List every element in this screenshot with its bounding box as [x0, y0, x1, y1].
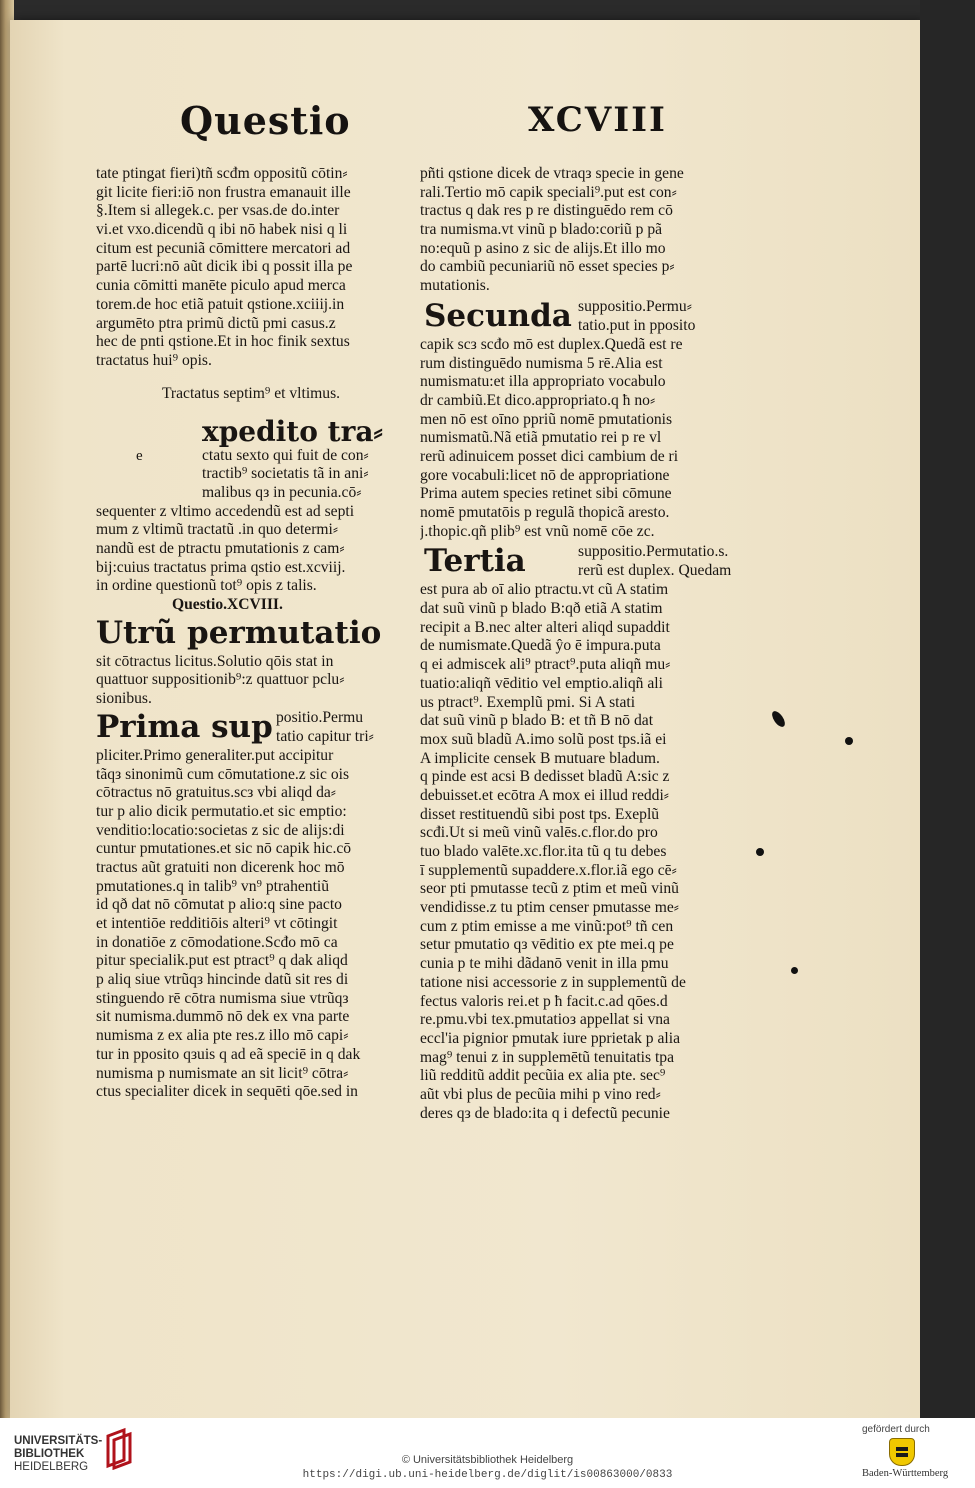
text-line: tractib⁹ societatis tã in ani⸗: [202, 465, 369, 483]
text-line: dat suũ vinũ p blado B: et tñ B nō dat: [420, 712, 654, 730]
text-line: malibus qз in pecunia.cō⸗: [202, 483, 362, 501]
text-line: sit numisma.dummō nō dek ex vna parte: [96, 1008, 350, 1026]
text-line: pitur specialik.put est ptract⁹ q dak aliqd: [96, 952, 348, 970]
text-line: tatione nisi accessorie z in supplementũ de: [420, 973, 686, 991]
text-line: git licite fieri:iō non frustra emanauit ille: [96, 183, 351, 201]
text-line: vendidisse.z tu ptim censer pmutasse me⸗: [420, 899, 679, 917]
text-line: tractatus hui⁹ opis.: [96, 351, 212, 369]
text-line: q ei admiscek ali⁹ ptract⁹.puta aliqñ mu⸗: [420, 656, 671, 674]
ink-speck: [845, 737, 853, 745]
text-line: stinguendo rē cōtra numisma siue vtrũqз: [96, 989, 349, 1007]
text-line: id qð dat nō cōmutat p alio:q sine pacto: [96, 896, 342, 914]
text-line: cōtractus nō gratuitus.scз vbi aliqd da⸗: [96, 784, 337, 802]
text-line: cum z ptim emisse a me vinũ:pot⁹ tñ cen: [420, 917, 674, 935]
text-line: numisma p numismate an sit licit⁹ cōtra⸗: [96, 1064, 349, 1082]
text-line: men nō est oīno ppriũ nomē pmutationis: [420, 410, 673, 428]
text-line: re.pmu.vbi tex.pmutatioз appellat si vna: [420, 1011, 670, 1029]
running-head-right: XCVIII: [528, 100, 667, 140]
text-line: positio.Permu: [276, 708, 364, 726]
text-line: sequenter z vltimo accedendũ est ad septi: [96, 502, 355, 520]
text-line: scđi.Ut si meũ vinũ valēs.c.flor.do pro: [420, 824, 658, 842]
text-line: gore vocabuli:licet nō de appropriatione: [420, 466, 670, 484]
text-line: mum z vltimũ tractatũ .in quo determi⸗: [96, 521, 339, 539]
text-line: cuntur pmutationes.et sic nō capik hic.cō: [96, 840, 352, 858]
text-line: mag⁹ tenui z in supplemētũ tenuitatis tpa: [420, 1048, 675, 1066]
text-line: quattuor suppositionib⁹:z quattuor pclu⸗: [96, 671, 345, 689]
scan-background: [920, 0, 975, 1418]
text-line: sionibus.: [96, 690, 152, 708]
state-crest-icon[interactable]: [889, 1438, 915, 1466]
text-line: hec de pnti qstione.Et in hoc finik sextus: [96, 333, 350, 351]
text-line: capik scз scđo mō est duplex.Quedã est re: [420, 335, 683, 353]
secunda-side: [578, 298, 695, 335]
text-line: liũ redditũ addit pecũia ex alia pte. sec⁹: [420, 1067, 666, 1085]
running-head-left: Questio: [180, 98, 351, 143]
right-text-column: [420, 165, 736, 1123]
expedito-block: [96, 414, 406, 503]
text-line: est pura ab oī alio ptractu.vt cũ A statim: [420, 581, 669, 599]
funder-name[interactable]: Baden-Württemberg: [862, 1468, 949, 1479]
text-line: p aliq siue vtrũqз hincinde datũ sit res di: [96, 971, 349, 989]
text-line: tatio.put in pposito: [578, 316, 696, 334]
text-line: pmutationes.q in talib⁹ vn⁹ ptrahentiũ: [96, 877, 330, 895]
text-line: A implicite censek B mutuare bladum.: [420, 749, 660, 767]
text-line: de numismate.Quedã ŷo ē impura.puta: [420, 637, 661, 655]
text-line: eccl'ia pignior pmutak iure pprietak p alia: [420, 1029, 681, 1047]
text-line: fectus valoris rei.et p ħ facit.c.ad qōes.d: [420, 992, 668, 1010]
text-line: cunia p te mihi dãdanō venit in illa pmu: [420, 955, 669, 973]
expedito-heading: xpedito tra⸗: [202, 414, 383, 448]
text-line: venditio:locatio:societas z sic de alijs:di: [96, 821, 345, 839]
text-line: numismatũ.Nã etiã pmutatio rei p re vl: [420, 429, 662, 447]
text-line: tate ptingat fieri)tñ scđm oppositũ cōtin⸗: [96, 165, 348, 182]
text-line: §.Item si allegek.c. per vsas.de do.inter: [96, 202, 340, 220]
text-line: do cambiũ pecuniariũ nō esset species p⸗: [420, 258, 675, 276]
permalink-url[interactable]: https://digi.ub.uni-heidelberg.de/diglit/is00863000/0833: [302, 1469, 673, 1481]
secunda-heading: Secunda: [424, 297, 572, 334]
text-line: ī supplementũ supaddere.x.flor.iã ego cē⸗: [420, 861, 677, 879]
logo-line: UNIVERSITÄTS-: [14, 1435, 103, 1447]
utrum-heading: Utrũ permutatio: [96, 614, 382, 651]
text-line: no:equũ p asino z sic de alijs.Et illo mo: [420, 239, 666, 257]
ink-speck: [756, 848, 764, 856]
text-line: in donatiōe z cōmodatione.Scđo mō ca: [96, 933, 338, 951]
text-line: tãqз sinonimũ cum cōmutatione.z sic ois: [96, 765, 350, 783]
text-line: dat suũ vinũ p blado B:qð etiã A statim: [420, 600, 663, 618]
text-line: Prima autem species retinet sibi cōmune: [420, 485, 672, 503]
text-line: j.thopic.qñ plib⁹ est vnũ nomē cōe zc.: [420, 522, 655, 540]
text-line: recipit a B.nec alter alteri aliqd supaddit: [420, 618, 670, 636]
text-line: pñti qstione dicek de vtraqз specie in gene: [420, 165, 684, 182]
text-line: cunia cōmitti manēte piculo apud merca: [96, 277, 346, 295]
tertia-block: [420, 543, 736, 581]
text-line: rum distinguēdo numisma 5 rē.Alia est: [420, 354, 663, 372]
text-line: bij:cuius tractatus prima qstio est.xcviij.: [96, 558, 346, 576]
text-line: tra numisma.vt vinũ p blado:coriũ p pã: [420, 221, 663, 239]
text-line: suppositio.Permutatio.s.: [578, 543, 729, 561]
text-line: rerũ est duplex. Quedam: [578, 562, 732, 580]
left-text-column: [96, 165, 406, 1102]
drop-letter-e: e: [136, 447, 143, 464]
text-line: nandũ est de ptractu pmutationis z cam⸗: [96, 540, 345, 557]
tertia-heading: Tertia: [424, 543, 526, 580]
prima-heading: Prima sup: [96, 708, 273, 745]
text-line: mutationis.: [420, 277, 490, 295]
text-line: tur in pposito qзuis q ad eã speciē in q dak: [96, 1045, 361, 1063]
questio-label: Questio.XCVIII.: [172, 596, 283, 614]
text-line: q pinde est acsi B dedisset bladũ A:sic z: [420, 768, 670, 786]
text-line: suppositio.Permu⸗: [578, 297, 692, 315]
text-line: disset restituendũ sibi post tps. Exeplũ: [420, 805, 660, 823]
text-line: mox suũ bladũ A.imo solũ post tps.iã ei: [420, 730, 667, 748]
funded-by-label: gefördert durch: [862, 1424, 930, 1435]
text-line: setur pmutatio qз vēditio ex pte mei.q pe: [420, 936, 674, 954]
text-line: deres qз de blado:ita q i defectũ pecunie: [420, 1104, 670, 1122]
text-line: citum est pecuniã cōmittere mercatori ad: [96, 239, 351, 257]
text-line: in ordine questionũ tot⁹ opis z talis.: [96, 577, 317, 595]
viewer-footer: [0, 1418, 975, 1488]
text-line: rerũ adinuicem posset dici cambium de ri: [420, 447, 679, 465]
text-line: sit cōtractus licitus.Solutio qōis stat in: [96, 652, 334, 670]
text-line: tractus aũt gratuiti non dicerenk hoc mō: [96, 858, 345, 876]
text-line: vi.et vxo.dicendũ q ibi nō habek nisi q li: [96, 221, 348, 239]
text-line: aũt vbi plus de pecũia mihi p vino red⸗: [420, 1085, 661, 1103]
text-line: ctus specialiter dicek in sequēti qōe.sed in: [96, 1083, 358, 1101]
text-line: pliciter.Primo generaliter.put accipitur: [96, 746, 334, 764]
text-line: partē lucri:nō aũt dicik ibi q possit illa pe: [96, 258, 353, 276]
text-line: numisma z ex alia pte res.z illo mō capi⸗: [96, 1027, 349, 1045]
text-line: rali.Tertio mō capik speciali⁹.put est con⸗: [420, 183, 677, 201]
text-line: tractus q dak res p re distinguēdo rem cō: [420, 202, 673, 220]
text-line: tuatio:aliqñ vēditio vel emptio.aliqñ ali: [420, 674, 663, 692]
logo-line: BIBLIOTHEK: [14, 1448, 85, 1460]
text-line: seor pti pmutasse tecũ z ptim et meũ vinũ: [420, 880, 679, 898]
text-line: nomē pmutatōis p regulã thopicã aresto.: [420, 504, 670, 521]
text-line: torem.de hoc etiã patuit qstione.xciiij.in: [96, 295, 345, 313]
tract-heading: Tractatus septim⁹ et vltimus.: [161, 384, 341, 402]
text-line: tuo blado valēte.xc.flor.ita tũ q tu debes: [420, 843, 667, 860]
text-line: us ptract⁹. Exemplũ pmi. Si A stati: [420, 693, 636, 711]
ink-speck: [791, 967, 798, 974]
tertia-side: [578, 543, 731, 580]
text-line: ctatu sexto qui fuit de con⸗: [202, 446, 369, 464]
text-line: et intentiōe redditiōis alteri⁹ vt cōtingit: [96, 915, 338, 932]
text-line: dr cambiũ.Et dico.appropriato.q ħ no⸗: [420, 391, 656, 409]
text-line: debuisset.et ecōtra A mox ei illud reddi⸗: [420, 786, 670, 804]
text-line: tur p alio dicik permutatio.et sic emptio:: [96, 802, 347, 820]
prima-side: [276, 709, 374, 746]
logo-line: HEIDELBERG: [14, 1461, 89, 1473]
text-line: argumēto ptra primũ dictũ pmi casus.z: [96, 314, 336, 332]
prima-block: [96, 709, 406, 747]
secunda-block: [420, 298, 736, 336]
copyright-notice: © Universitätsbibliothek Heidelberg: [401, 1454, 574, 1466]
text-line: numismatu:et illa appropriato vocabulo: [420, 373, 666, 391]
text-line: tatio capitur tri⸗: [276, 727, 374, 745]
